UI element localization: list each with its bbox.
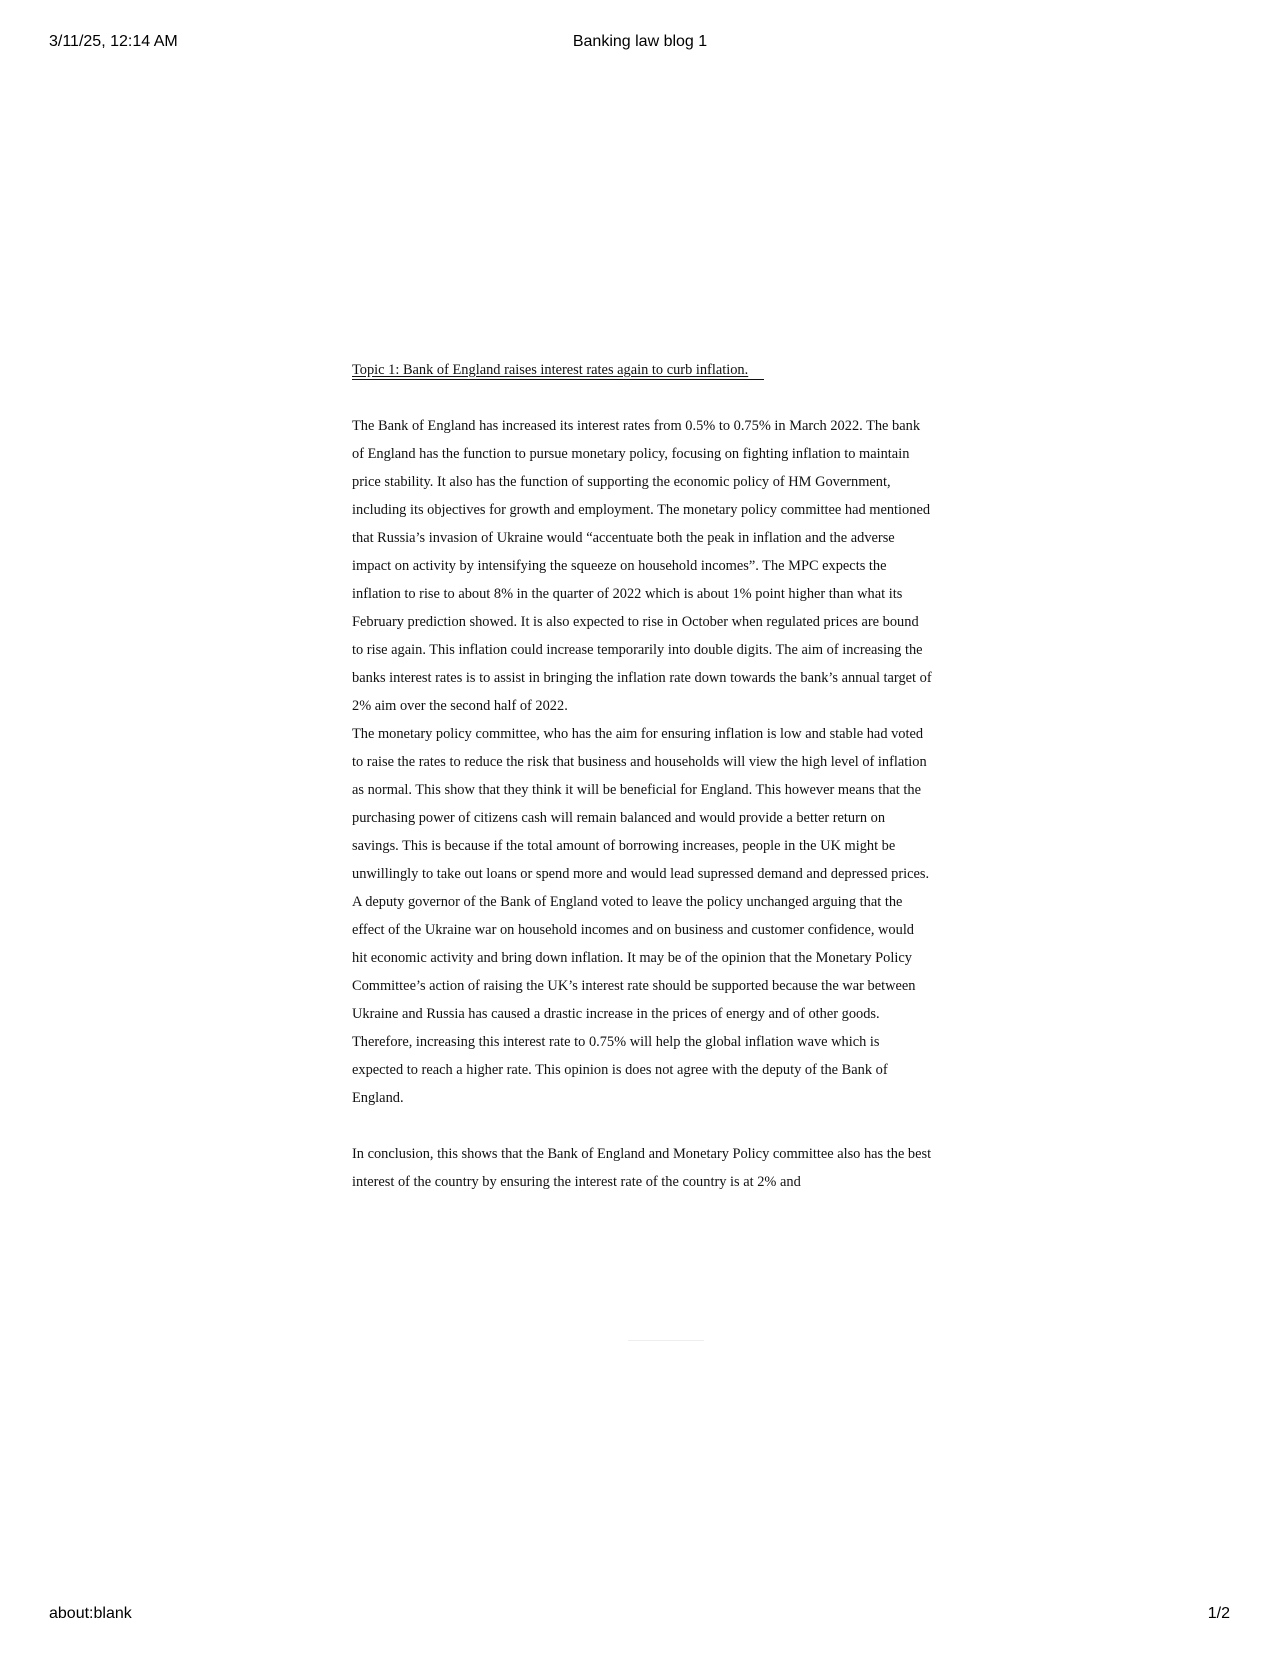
paragraph-2: The monetary policy committee, who has the aim for ensuring inflation is low and stable had voted to raise the rates to reduce the risk that business and households will view the high level of inflation as normal. This show that they think it will be beneficial for England. This however means that the purchasing power of citizens cash will remain balanced and would provide a better return on savings. This is because if the total amount of borrowing increases, people in the UK might be unwillingly to take out loans or spend more and would lead supressed demand and depressed prices. [352, 726, 930, 882]
paragraph-3: A deputy governor of the Bank of England voted to leave the policy unchanged arguing that the effect of the Ukraine war on household incomes and on business and customer confidence, would hit economic activity and bring down inflation. It may be of the opinion that the Monetary Policy Committee’s action of raising the UK’s interest rate should be supported because the war between Ukraine and Russia has caused a drastic increase in the prices of energy and of other goods. Therefore, increasing this interest rate to 0.75% will help the global inflation wave which is expected to reach a higher rate. This opinion is does not agree with the deputy of the Bank of England. [352, 894, 916, 1106]
paragraph-1: The Bank of England has increased its interest rates from 0.5% to 0.75% in March 2022. The bank of England has the function to pursue monetary policy, focusing on fighting inflation to maintain price stability. It also has the function of supporting the economic policy of HM Government, including its objectives for growth and employment. The monetary policy committee had mentioned that Russia’s invasion of Ukraine would “accentuate both the peak in inflation and the adverse impact on activity by intensifying the squeeze on household incomes”. The MPC expects the inflation to rise to about 8% in the quarter of 2022 which is about 1% point higher than what its February prediction showed. It is also expected to rise in October when regulated prices are bound to rise again. This inflation could increase temporarily into double digits. The aim of increasing the banks interest rates is to assist in bringing the inflation rate down towards the bank’s annual target of 2% aim over the second half of 2022. [352, 418, 932, 714]
paragraph-conclusion: In conclusion, this shows that the Bank of England and Monetary Policy committee also has the best interest of the country by ensuring the interest rate of the country is at 2% and [352, 1146, 932, 1190]
print-header-title: Banking law blog 1 [572, 33, 708, 50]
document-body [352, 356, 932, 1196]
print-footer-url: about:blank [49, 1605, 132, 1622]
print-footer-page-number: 1/2 [1207, 1605, 1230, 1622]
faint-page-mark [628, 1340, 704, 1341]
topic-heading-wrap [352, 356, 932, 400]
topic-heading: Topic 1: Bank of England raises interest rates again to curb inflation. [352, 362, 764, 380]
print-header-datetime: 3/11/25, 12:14 AM [49, 33, 178, 50]
paragraph-gap [352, 1112, 932, 1140]
